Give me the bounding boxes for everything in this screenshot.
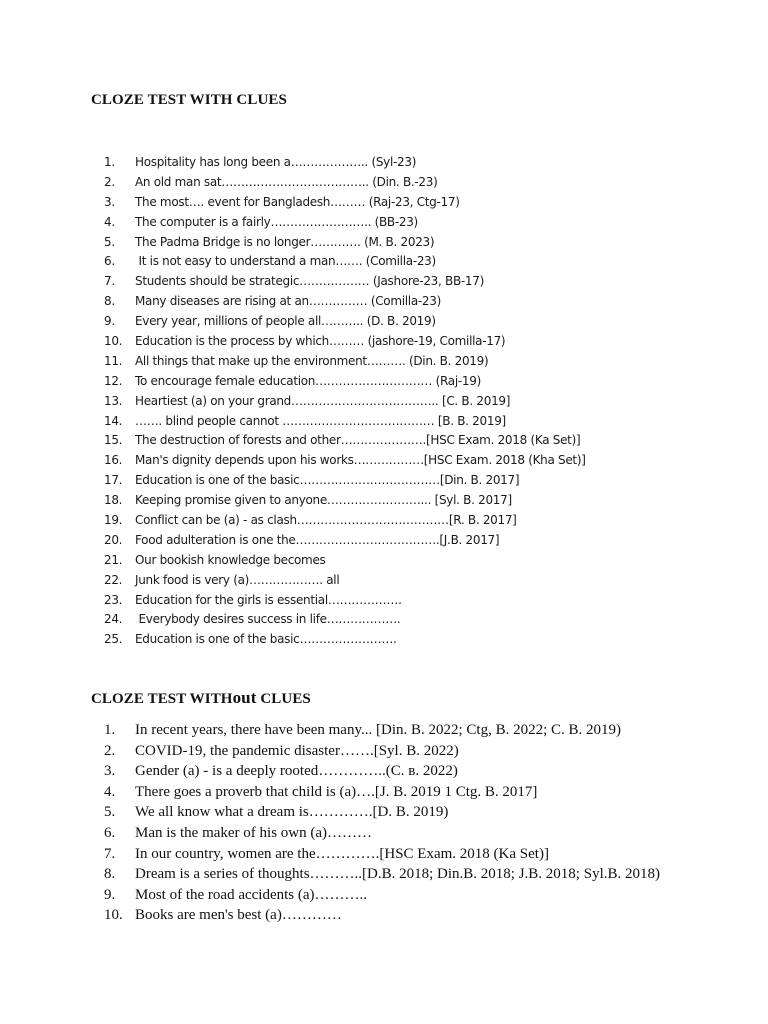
item-text: Food adulteration is one the……………………………….[J.B. 2017] [135,532,500,547]
item-number: 10. [104,334,123,349]
list-item [104,392,744,412]
item-number: 9. [104,314,115,329]
item-number: 3. [104,194,115,209]
section-heading-without-clues [91,688,311,708]
item-number: 2. [104,174,115,189]
list-item [104,531,744,551]
list-item [104,372,744,392]
list-item [104,823,744,844]
item-number: 4. [104,214,115,229]
list-item [104,905,744,926]
item-text: The Padma Bridge is no longer…………. (M. B. 2023) [135,234,435,249]
list-item [104,864,744,885]
cloze-list-with-clues [104,153,744,650]
item-text: Everybody desires success in life………………. [135,612,401,627]
list-item [104,885,744,906]
item-number: 23. [104,592,123,607]
list-item [104,720,744,741]
item-text: Most of the road accidents (a)……….. [135,886,368,903]
list-item [104,610,744,630]
cloze-list-without-clues [104,720,744,926]
item-number: 21. [104,552,123,567]
item-text: Education for the girls is essential………………. [135,592,402,607]
item-text: An old man sat……………………………….. (Din. B.-23) [135,174,438,189]
list-item [104,272,744,292]
item-number: 6. [104,824,116,841]
item-number: 13. [104,393,123,408]
item-text: Education is one of the basic……………………. [135,632,397,647]
item-text: Heartiest (a) on your grand……………………………….. [C. B. 2019] [135,393,511,408]
item-number: 3. [104,763,116,780]
item-text: Gender (a) - is a deeply rooted…………..(C. ʙ. 2022) [135,763,458,780]
item-text: Junk food is very (a)………………. all [135,572,340,587]
section-heading-with-clues [91,92,287,109]
item-number: 10. [104,907,123,924]
list-item [104,471,744,491]
item-text: All things that make up the environment………. (Din. B. 2019) [135,353,489,368]
list-item [104,511,744,531]
list-item [104,412,744,432]
item-text: Our bookish knowledge becomes [135,552,326,567]
item-number: 1. [104,155,115,169]
item-number: 7. [104,845,116,862]
list-item [104,252,744,272]
item-number: 8. [104,294,115,309]
item-text: We all know what a dream is………….[D. B. 2019) [135,804,449,821]
item-number: 14. [104,413,123,428]
item-number: 5. [104,804,116,821]
item-number: 16. [104,453,123,468]
item-text: COVID-19, the pandemic disaster…….[Syl. B. 2022) [135,742,459,759]
item-text: Hospitality has long been a……………….. (Syl-23) [135,155,417,169]
item-text: It is not easy to understand a man……. (Comilla-23) [135,254,436,269]
item-number: 2. [104,742,116,759]
list-item [104,802,744,823]
list-item [104,193,744,213]
list-item [104,551,744,571]
list-item [104,451,744,471]
list-item [104,491,744,511]
item-number: 22. [104,572,123,587]
list-item [104,630,744,650]
list-item [104,332,744,352]
list-item [104,431,744,451]
item-text: The most…. event for Bangladesh……… (Raj-23, Ctg-17) [135,194,460,209]
item-number: 6. [104,254,115,269]
item-text: In recent years, there have been many... [Din. B. 2022; Ctg, B. 2022; C. B. 2019) [135,722,622,738]
item-text: Education is one of the basic………………………………[Din. B. 2017] [135,473,520,488]
item-text: The computer is a fairly…………………….. (BB-23) [135,214,418,229]
item-number: 5. [104,234,115,249]
list-item [104,591,744,611]
item-number: 12. [104,373,123,388]
list-item [104,571,744,591]
item-number: 4. [104,783,116,800]
list-item [104,173,744,193]
item-number: 1. [104,722,116,738]
item-number: 11. [104,353,123,368]
item-number: 24. [104,612,123,627]
list-item [104,292,744,312]
item-number: 18. [104,493,123,508]
item-text: Education is the process by which……… (jashore-19, Comilla-17) [135,334,506,349]
item-text: Dream is a series of thoughts………..[D.B. 2018; Din.B. 2018; J.B. 2018; Syl.B. 2018) [135,866,660,883]
item-number: 19. [104,513,123,528]
item-text: There goes a proverb that child is (a)….[J. B. 2019 1 Ctg. B. 2017] [135,783,538,800]
item-text: The destruction of forests and other………………….[HSC Exam. 2018 (Ka Set)] [135,433,581,448]
list-item [104,782,744,803]
list-item [104,352,744,372]
item-text: Books are men's best (a)………… [135,907,342,924]
list-item [104,233,744,253]
heading-text-part: CLUES [256,691,311,707]
item-text: Man is the maker of his own (a)……… [135,824,373,841]
item-text: To encourage female education………………………… (Raj-19) [135,373,481,388]
item-number: 7. [104,274,115,289]
item-number: 8. [104,866,116,883]
item-number: 17. [104,473,123,488]
item-number: 15. [104,433,123,448]
list-item [104,741,744,762]
list-item [104,312,744,332]
item-text: Students should be strategic……………… (Jashore-23, BB-17) [135,274,484,289]
list-item [104,153,744,173]
item-text: In our country, women are the………….[HSC Exam. 2018 (Ka Set)] [135,845,549,862]
item-text: Man's dignity depends upon his works………………[HSC Exam. 2018 (Kha Set)] [135,453,586,468]
item-text: ……. blind people cannot ………………………………… [B. B. 2019] [135,413,506,428]
heading-text: CLOZE TEST WITH CLUES [91,92,287,108]
item-text: Many diseases are rising at an…………… (Comilla-23) [135,294,441,309]
list-item [104,761,744,782]
item-text: Conflict can be (a) - as clash…………………………………[R. B. 2017] [135,513,517,528]
item-text: Every year, millions of people all……….. (D. B. 2019) [135,314,436,329]
list-item [104,213,744,233]
item-number: 9. [104,886,116,903]
item-number: 25. [104,632,123,647]
heading-text-emphasis: out [232,688,257,707]
list-item [104,844,744,865]
item-text: Keeping promise given to anyone……………………... [Syl. B. 2017] [135,493,512,508]
item-number: 20. [104,532,123,547]
heading-text-part: CLOZE TEST WITH [91,691,233,707]
